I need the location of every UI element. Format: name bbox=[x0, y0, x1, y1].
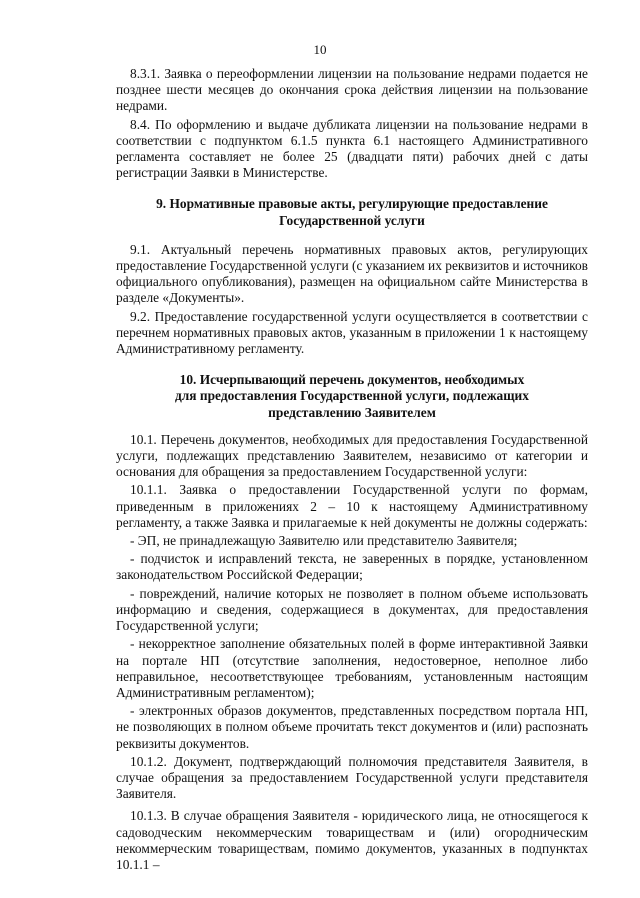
page-number: 10 bbox=[313, 42, 327, 57]
list-item-electronic-signature: - ЭП, не принадлежащую Заявителю или представителю Заявителя; bbox=[130, 533, 518, 549]
section-heading-10-line-1: 10. Исчерпывающий перечень документов, необходимых bbox=[179, 372, 525, 388]
list-item-corrections: - подчисток и исправлений текста, не заверенных в порядке, установленном законодательством Российской Федерации; bbox=[116, 551, 588, 583]
section-heading-9-line-2: Государственной услуги bbox=[279, 212, 425, 228]
paragraph-10-1-2: 10.1.2. Документ, подтверждающий полномочия представителя Заявителя, в случае обращения за предоставлением Государственной услуги представителя Заявителя. bbox=[116, 753, 588, 802]
section-heading-10-line-3: представлению Заявителем bbox=[268, 404, 436, 420]
section-heading-9-line-1: 9. Нормативные правовые акты, регулирующие предоставление bbox=[156, 196, 548, 212]
paragraph-8-3-1: 8.3.1. Заявка о переоформлении лицензии на пользование недрами подается не позднее шести месяцев до окончания срока действия лицензии на пользование недрами. bbox=[116, 66, 588, 114]
paragraph-10-1-3: 10.1.3. В случае обращения Заявителя - юридического лица, не относящегося к садоводческим некоммерческим товариществам и (или) огородническим некоммерческим товариществам, помимо документов, указанных в подпунктах 10.1.1 – bbox=[116, 808, 588, 872]
paragraph-10-1: 10.1. Перечень документов, необходимых для предоставления Государственной услуги, подлежащих представлению Заявителем, независимо от категории и основания для обращения за предоставлением Государственной услуги: bbox=[116, 431, 588, 480]
section-heading-10-line-2: для предоставления Государственной услуги, подлежащих bbox=[175, 388, 529, 404]
document-body bbox=[116, 66, 588, 875]
paragraph-10-1-1: 10.1.1. Заявка о предоставлении Государственной услуги по формам, приведенным в приложениях 2 – 10 к настоящему Административному регламенту, а также Заявка и прилагаемые к ней документы не должны содержать: bbox=[116, 482, 588, 530]
list-item-electronic-images: - электронных образов документов, представленных посредством портала НП, не позволяющих в полном объеме прочитать текст документов и (или) распознать реквизиты документов. bbox=[116, 703, 588, 751]
paragraph-9-2: 9.2. Предоставление государственной услуги осуществляется в соответствии с перечнем нормативных правовых актов, указанным в приложении 1 к настоящему Административному регламенту. bbox=[116, 308, 588, 357]
list-item-damage: - повреждений, наличие которых не позволяет в полном объеме использовать информацию и сведения, содержащиеся в документах, для предоставления Государственной услуги; bbox=[116, 585, 588, 634]
paragraph-9-1: 9.1. Актуальный перечень нормативных правовых актов, регулирующих предоставление Государственной услуги (с указанием их реквизитов и источников официального опубликования), размещен на официальном сайте Министерства в разделе «Документы». bbox=[116, 241, 588, 306]
section-heading-10 bbox=[116, 372, 588, 421]
section-heading-9 bbox=[116, 196, 588, 228]
list-item-incorrect-fields: - некорректное заполнение обязательных полей в форме интерактивной Заявки на портале НП (отсутствие заполнения, недостоверное, неполное либо неправильное, несоответствующее требованиям, установленным настоящим Административным регламентом); bbox=[116, 636, 588, 700]
paragraph-8-4: 8.4. По оформлению и выдаче дубликата лицензии на пользование недрами в соответствии с подпунктом 6.1.5 пункта 6.1 настоящего Административного регламента составляет не более 25 (двадцати пяти) рабочих дней с даты регистрации Заявки в Министерстве. bbox=[116, 116, 588, 181]
